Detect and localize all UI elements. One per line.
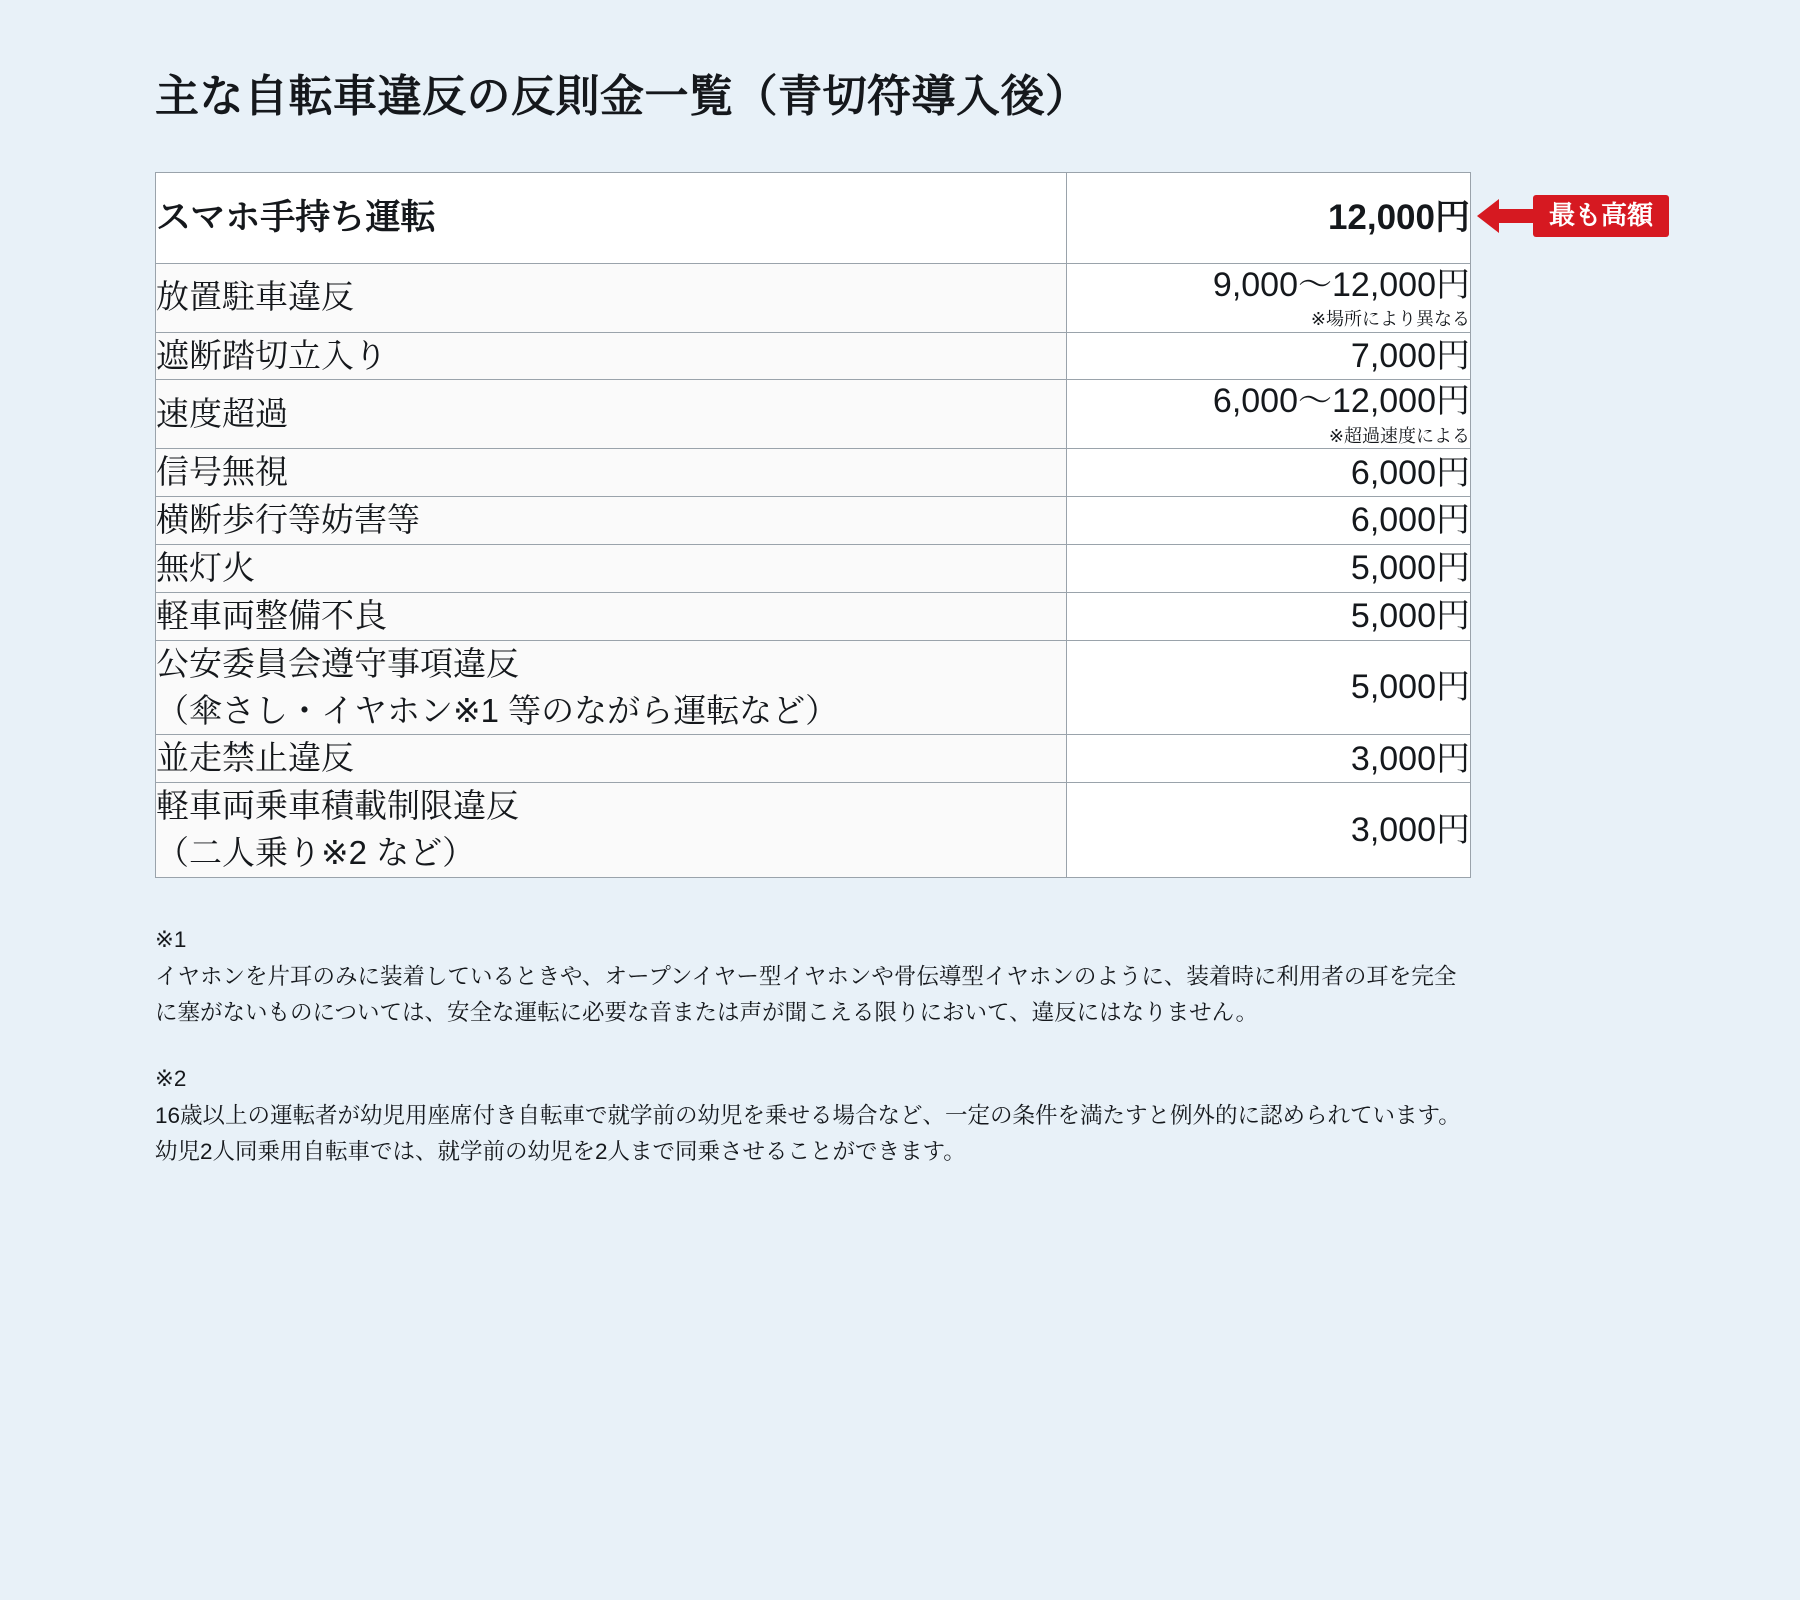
fine-amount: 6,000円 [1350,453,1470,492]
violation-label: 軽車両整備不良 [156,596,387,634]
fine-amount: 7,000円 [1350,336,1470,375]
footnotes [155,922,1475,1171]
fine-amount: 6,000円 [1350,501,1470,540]
violation-label-cell [156,783,1067,878]
table-row [156,332,1471,380]
table-row [156,449,1471,497]
violation-label: スマホ手持ち運転 [156,198,436,237]
fine-amount-cell [1067,263,1471,332]
footnote-item [155,922,1475,1031]
fine-amount-cell [1067,640,1471,735]
table-row [156,592,1471,640]
page-title: 主な自転車違反の反則金一覧（青切符導入後） [155,72,1090,121]
highest-fine-callout [1477,188,1669,244]
violation-label: 放置駐車違反 [156,278,354,316]
table-row [156,173,1471,264]
fines-table-wrapper [155,172,1654,878]
table-row [156,783,1471,878]
fine-amount: 9,000〜12,000円 [1212,265,1470,304]
status-badge: 最も高額 [1533,195,1669,237]
fine-amount: 12,000円 [1327,197,1470,237]
violation-label: 並走禁止違反 [156,739,354,777]
violation-label-cell [156,263,1067,332]
fine-amount: 5,000円 [1350,549,1470,588]
fine-amount: 3,000円 [1350,810,1470,849]
violation-label-cell [156,640,1067,735]
fine-amount-note: ※場所により異なる [1310,309,1470,330]
violation-label: 無灯火 [156,549,255,587]
table-row [156,735,1471,783]
fine-amount: 3,000円 [1350,739,1470,778]
violation-label-cell [156,545,1067,593]
fine-amount-cell [1067,380,1471,449]
fine-amount-cell [1067,592,1471,640]
fine-amount-cell [1067,497,1471,545]
fine-amount: 6,000〜12,000円 [1212,382,1470,421]
fines-table-body [156,173,1471,878]
violation-label: 速度超過 [156,394,288,432]
violation-label-cell [156,497,1067,545]
violation-label: 信号無視 [156,453,288,491]
fine-amount-note: ※超過速度による [1328,425,1470,446]
violation-label-cell [156,592,1067,640]
fine-amount-cell [1067,449,1471,497]
table-row [156,640,1471,735]
violation-label-cell [156,449,1067,497]
fine-amount-cell [1067,332,1471,380]
violation-label-cell [156,735,1067,783]
table-row [156,263,1471,332]
violation-label-cell [156,332,1067,380]
fine-amount-cell [1067,783,1471,878]
violation-label-cell [156,173,1067,264]
table-row [156,380,1471,449]
fine-amount: 5,000円 [1350,668,1470,707]
table-row [156,545,1471,593]
violation-label: 横断歩行等妨害等 [156,501,420,539]
violation-label-secondary: （傘さし・イヤホン※1 等のながら運転など） [156,691,839,729]
footnote-text: イヤホンを片耳のみに装着しているときや、オープンイヤー型イヤホンや骨伝導型イヤホンのように、装着時に利用者の耳を完全に塞がないものについては、安全な運転に必要な音または声が聞こえる限りにおいて、違反にはなりません。 [155,963,1457,1025]
table-row [156,497,1471,545]
violation-label-cell [156,380,1067,449]
fines-table [155,172,1471,878]
violation-label-secondary: （二人乗り※2 など） [156,834,476,872]
footnote-marker: ※1 [155,927,187,953]
fine-amount-cell [1067,173,1471,264]
left-arrow-icon [1477,196,1535,236]
violation-label: 公安委員会遵守事項違反 [156,644,519,682]
footnote-item [155,1061,1475,1170]
fine-amount-cell [1067,545,1471,593]
violation-label: 軽車両乗車積載制限違反 [156,787,519,825]
violation-label: 遮断踏切立入り [156,336,387,374]
footnote-text: 16歳以上の運転者が幼児用座席付き自転車で就学前の幼児を乗せる場合など、一定の条件を満たすと例外的に認められています。幼児2人同乗用自転車では、就学前の幼児を2人まで同乗させることができます。 [155,1102,1461,1165]
footnote-marker: ※2 [155,1066,187,1092]
fine-amount-cell [1067,735,1471,783]
fine-amount: 5,000円 [1350,597,1470,636]
